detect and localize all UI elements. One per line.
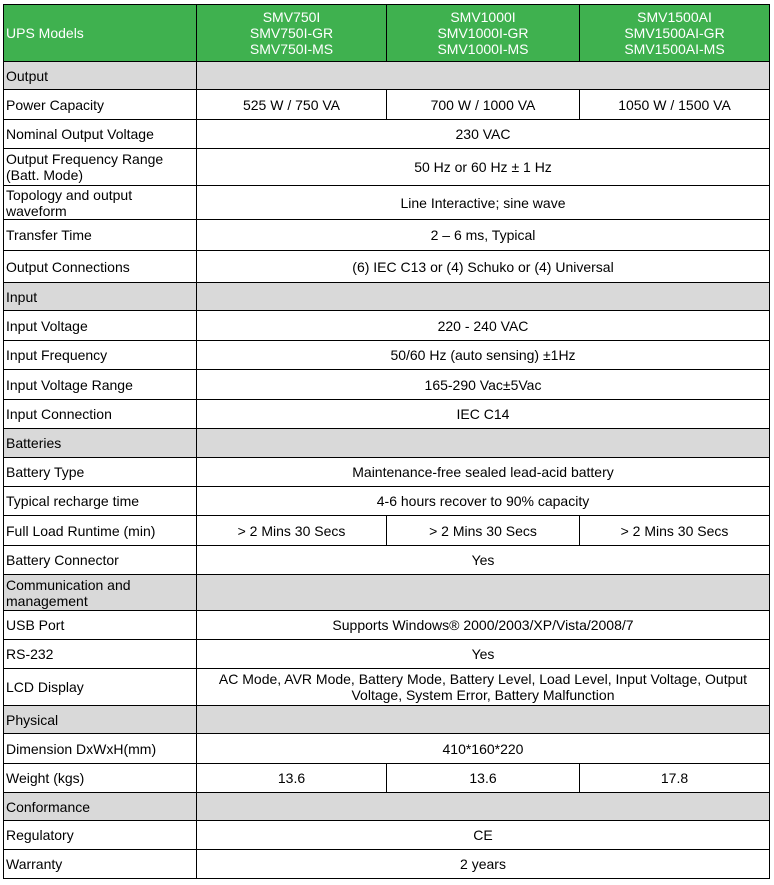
model-name: SMV1000I — [450, 9, 516, 25]
model-name: SMV750I — [262, 9, 321, 25]
spec-label: Input Voltage Range — [4, 370, 197, 400]
spec-value: 165-290 Vac±5Vac — [197, 370, 770, 400]
spec-row — [4, 149, 770, 186]
spec-row — [4, 311, 770, 341]
spec-row — [4, 611, 770, 640]
model-name: SMV1500AI-GR — [624, 25, 725, 41]
spec-label: Input Voltage — [4, 311, 197, 341]
section-fill — [197, 575, 770, 611]
spec-row — [4, 370, 770, 400]
section-fill — [197, 62, 770, 90]
spec-value: > 2 Mins 30 Secs — [580, 516, 770, 546]
spec-row — [4, 546, 770, 575]
spec-label: Input Frequency — [4, 341, 197, 370]
spec-row — [4, 400, 770, 429]
spec-label: Typical recharge time — [4, 487, 197, 516]
ups-spec-table — [3, 4, 770, 879]
spec-value: Yes — [197, 640, 770, 669]
spec-label: Dimension DxWxH(mm) — [4, 734, 197, 764]
spec-value: 13.6 — [387, 764, 580, 793]
spec-row — [4, 640, 770, 669]
spec-value: 4-6 hours recover to 90% capacity — [197, 487, 770, 516]
spec-value: 1050 W / 1500 VA — [580, 90, 770, 120]
spec-body — [4, 62, 770, 879]
section-row — [4, 793, 770, 821]
spec-value: Line Interactive; sine wave — [197, 186, 770, 220]
spec-label: Power Capacity — [4, 90, 197, 120]
spec-value: Maintenance-free sealed lead-acid battery — [197, 458, 770, 487]
section-row — [4, 706, 770, 734]
spec-row — [4, 341, 770, 370]
spec-label: Full Load Runtime (min) — [4, 516, 197, 546]
spec-label: USB Port — [4, 611, 197, 640]
spec-value: 17.8 — [580, 764, 770, 793]
spec-row — [4, 516, 770, 546]
section-fill — [197, 429, 770, 458]
model-name: SMV750I-MS — [249, 41, 334, 57]
spec-value: > 2 Mins 30 Secs — [387, 516, 580, 546]
model-name: SMV1500AI-MS — [624, 41, 725, 57]
spec-value: 220 - 240 VAC — [197, 311, 770, 341]
section-label: Batteries — [4, 429, 197, 458]
spec-label: Weight (kgs) — [4, 764, 197, 793]
spec-value: Yes — [197, 546, 770, 575]
spec-label: Output Connections — [4, 251, 197, 283]
spec-value: 410*160*220 — [197, 734, 770, 764]
section-label: Conformance — [4, 793, 197, 821]
spec-row — [4, 764, 770, 793]
spec-label: Warranty — [4, 850, 197, 879]
spec-row — [4, 90, 770, 120]
section-label: Input — [4, 283, 197, 311]
section-label: Output — [4, 62, 197, 90]
spec-value: 50 Hz or 60 Hz ± 1 Hz — [197, 149, 770, 186]
spec-value: 2 – 6 ms, Typical — [197, 220, 770, 251]
section-row — [4, 62, 770, 90]
spec-row — [4, 850, 770, 879]
spec-label: Battery Connector — [4, 546, 197, 575]
spec-label: Nominal Output Voltage — [4, 120, 197, 149]
spec-label: Transfer Time — [4, 220, 197, 251]
spec-value: 50/60 Hz (auto sensing) ±1Hz — [197, 341, 770, 370]
spec-value: 700 W / 1000 VA — [387, 90, 580, 120]
spec-value: (6) IEC C13 or (4) Schuko or (4) Universal — [197, 251, 770, 283]
ups-models-header: UPS Models — [4, 5, 197, 62]
section-row — [4, 575, 770, 611]
section-label: Communication and management — [4, 575, 197, 611]
model-header-2 — [387, 5, 580, 62]
spec-row — [4, 186, 770, 220]
spec-row — [4, 120, 770, 149]
spec-label: RS-232 — [4, 640, 197, 669]
spec-label: LCD Display — [4, 669, 197, 706]
section-fill — [197, 793, 770, 821]
spec-label: Output Frequency Range (Batt. Mode) — [4, 149, 197, 186]
spec-label: Battery Type — [4, 458, 197, 487]
model-header-1 — [197, 5, 387, 62]
section-row — [4, 429, 770, 458]
spec-value: 525 W / 750 VA — [197, 90, 387, 120]
spec-value: 13.6 — [197, 764, 387, 793]
model-name: SMV1500AI — [637, 9, 712, 25]
spec-value: AC Mode, AVR Mode, Battery Mode, Battery Level, Load Level, Input Voltage, Output Voltage, System Error, Battery Malfunction — [197, 669, 770, 706]
section-label: Physical — [4, 706, 197, 734]
model-header-3 — [580, 5, 770, 62]
spec-row — [4, 487, 770, 516]
spec-row — [4, 821, 770, 850]
section-row — [4, 283, 770, 311]
section-fill — [197, 283, 770, 311]
spec-label: Topology and output waveform — [4, 186, 197, 220]
spec-label: Input Connection — [4, 400, 197, 429]
spec-value: CE — [197, 821, 770, 850]
model-name: SMV1000I-GR — [437, 25, 529, 41]
section-fill — [197, 706, 770, 734]
table-header-row — [4, 5, 770, 62]
model-name: SMV750I-GR — [249, 25, 334, 41]
spec-value: IEC C14 — [197, 400, 770, 429]
model-name: SMV1000I-MS — [437, 41, 529, 57]
spec-value: 230 VAC — [197, 120, 770, 149]
spec-value: 2 years — [197, 850, 770, 879]
spec-row — [4, 734, 770, 764]
spec-value: Supports Windows® 2000/2003/XP/Vista/2008/7 — [197, 611, 770, 640]
spec-row — [4, 220, 770, 251]
spec-row — [4, 458, 770, 487]
spec-row — [4, 669, 770, 706]
spec-value: > 2 Mins 30 Secs — [197, 516, 387, 546]
spec-label: Regulatory — [4, 821, 197, 850]
spec-row — [4, 251, 770, 283]
